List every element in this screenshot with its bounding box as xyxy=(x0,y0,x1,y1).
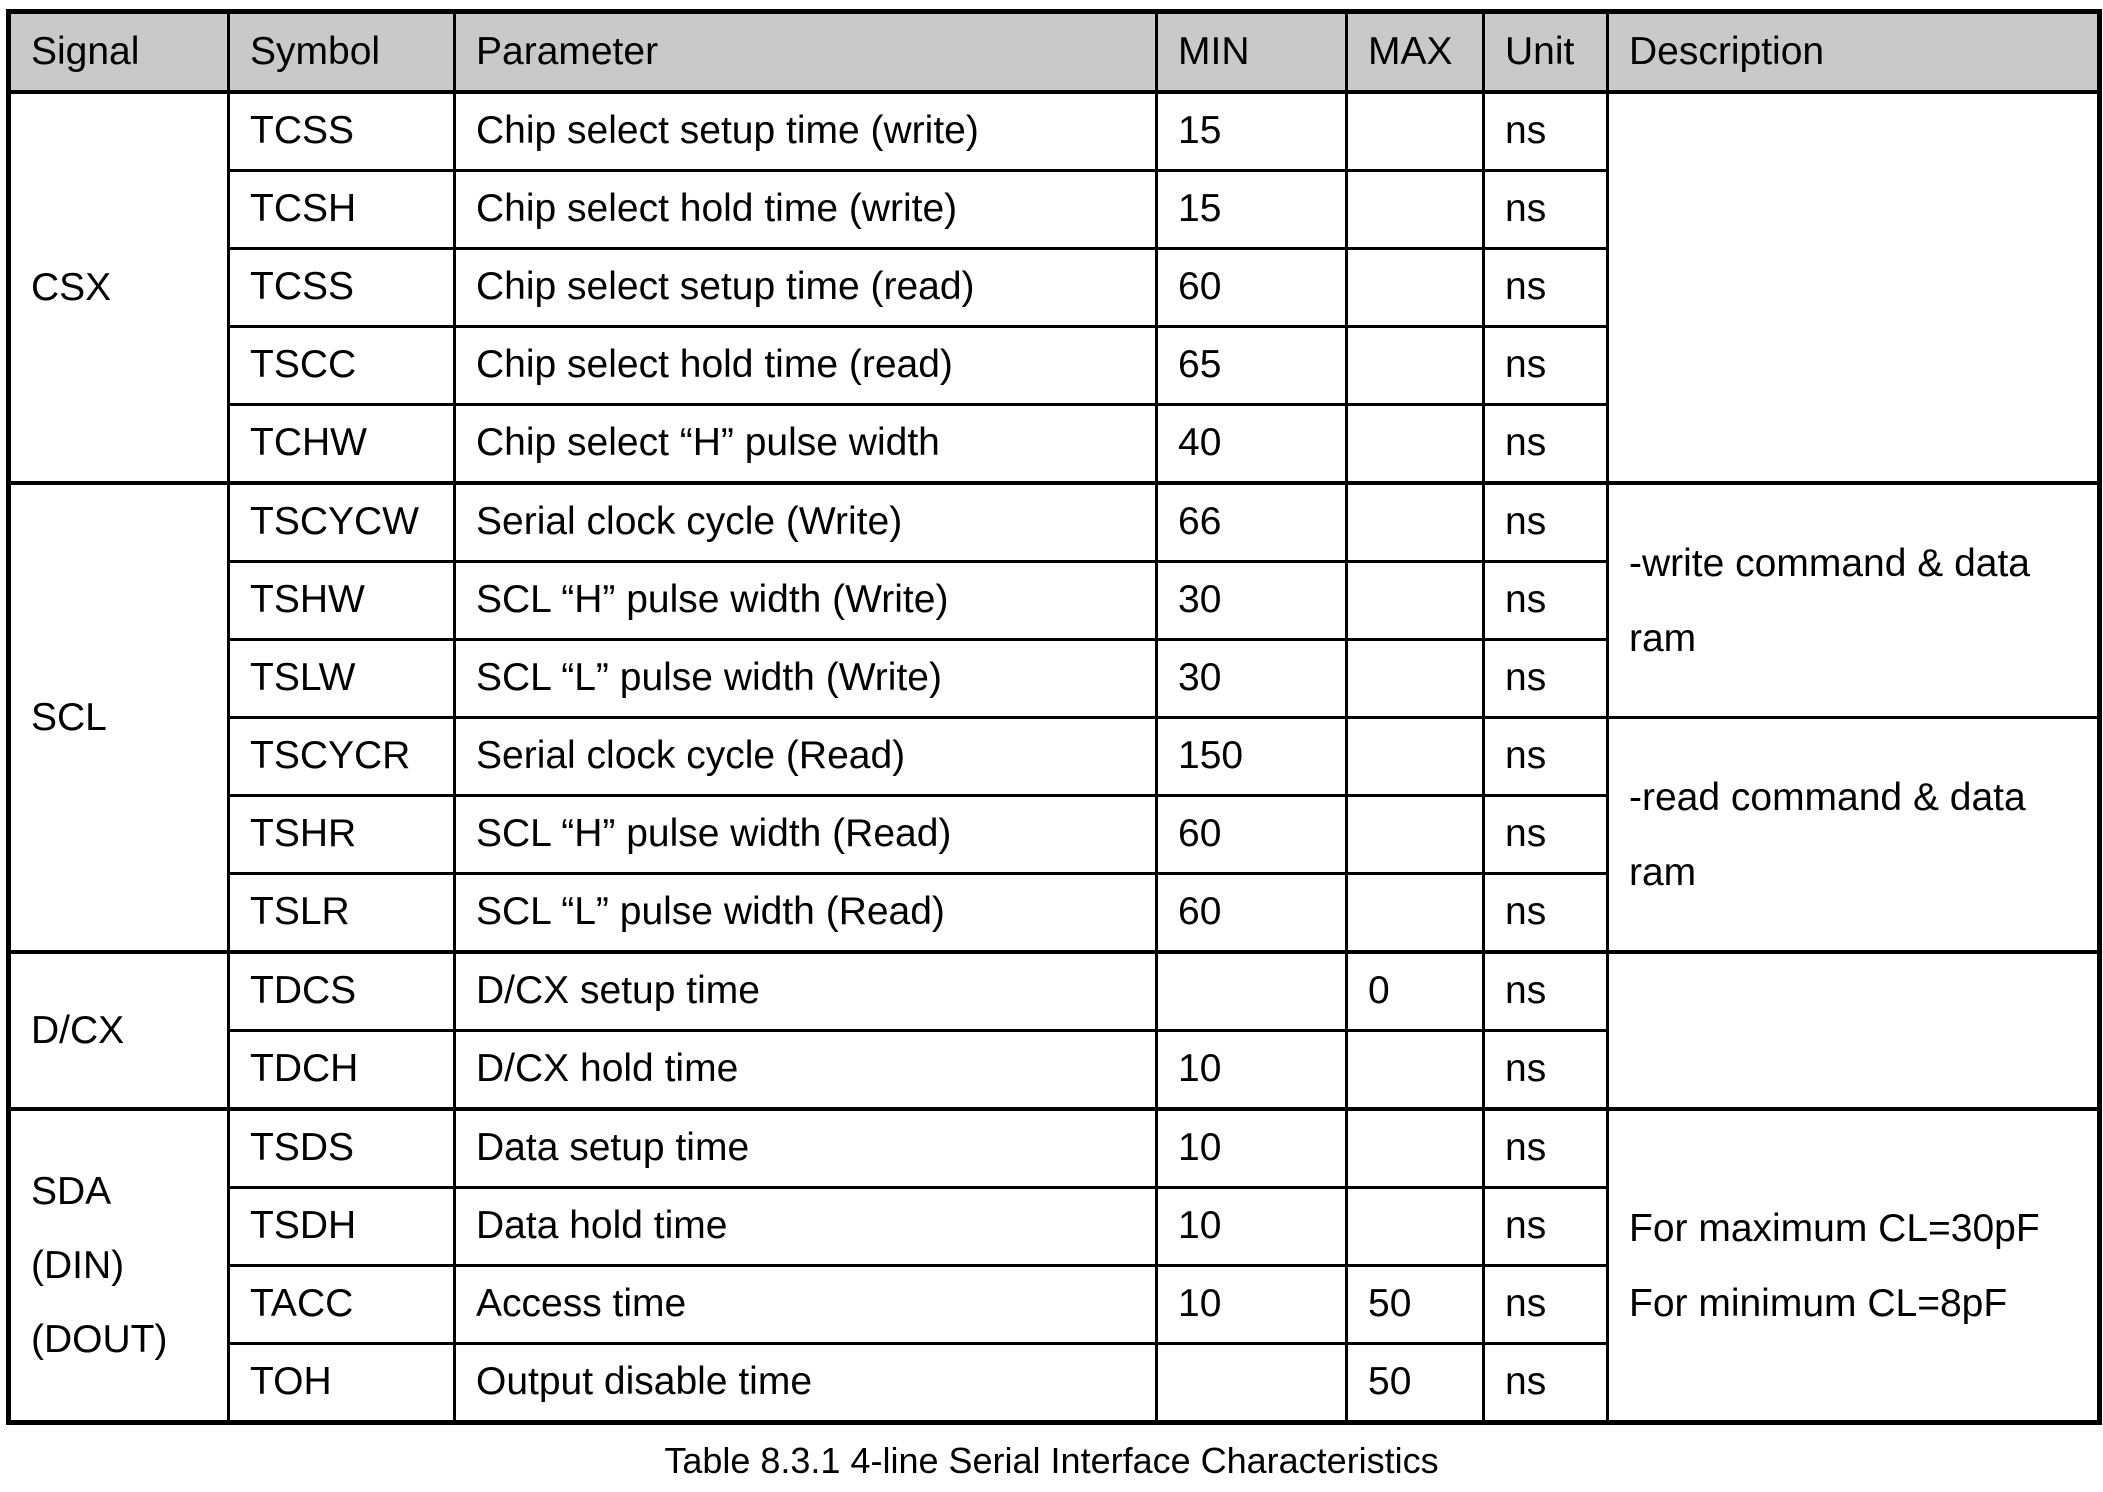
symbol-cell: TCSS xyxy=(229,249,455,327)
unit-cell: ns xyxy=(1484,1344,1608,1423)
unit-cell: ns xyxy=(1484,1188,1608,1266)
unit-cell: ns xyxy=(1484,952,1608,1031)
max-cell xyxy=(1347,874,1484,953)
header-parameter: Parameter xyxy=(455,12,1157,93)
symbol-cell: TSHW xyxy=(229,562,455,640)
symbol-cell: TSDH xyxy=(229,1188,455,1266)
table-row xyxy=(9,952,2100,1031)
max-cell xyxy=(1347,1188,1484,1266)
symbol-cell: TCSS xyxy=(229,92,455,171)
unit-cell: ns xyxy=(1484,796,1608,874)
parameter-cell: Chip select hold time (write) xyxy=(455,171,1157,249)
signal-label: D/CX xyxy=(31,1008,125,1052)
description-line: For maximum CL=30pF xyxy=(1629,1206,2040,1250)
description-cell xyxy=(1608,1109,2100,1423)
description-cell xyxy=(1608,483,2100,718)
min-cell: 60 xyxy=(1157,796,1347,874)
symbol-cell: TCSH xyxy=(229,171,455,249)
max-cell xyxy=(1347,92,1484,171)
header-signal: Signal xyxy=(9,12,229,93)
max-cell: 50 xyxy=(1347,1344,1484,1423)
min-cell: 10 xyxy=(1157,1109,1347,1188)
max-cell xyxy=(1347,327,1484,405)
unit-cell: ns xyxy=(1484,718,1608,796)
min-cell xyxy=(1157,952,1347,1031)
min-cell: 66 xyxy=(1157,483,1347,562)
table-header-row xyxy=(9,12,2100,93)
max-cell xyxy=(1347,171,1484,249)
max-cell xyxy=(1347,249,1484,327)
max-cell xyxy=(1347,405,1484,484)
serial-interface-characteristics-table xyxy=(6,9,2102,1425)
parameter-cell: Access time xyxy=(455,1266,1157,1344)
symbol-cell: TSLW xyxy=(229,640,455,718)
unit-cell: ns xyxy=(1484,171,1608,249)
header-max: MAX xyxy=(1347,12,1484,93)
description-line: ram xyxy=(1629,616,1697,660)
max-cell: 0 xyxy=(1347,952,1484,1031)
max-cell xyxy=(1347,640,1484,718)
symbol-cell: TOH xyxy=(229,1344,455,1423)
unit-cell: ns xyxy=(1484,92,1608,171)
max-cell xyxy=(1347,1031,1484,1110)
unit-cell: ns xyxy=(1484,327,1608,405)
header-symbol: Symbol xyxy=(229,12,455,93)
unit-cell: ns xyxy=(1484,562,1608,640)
parameter-cell: Output disable time xyxy=(455,1344,1157,1423)
symbol-cell: TSHR xyxy=(229,796,455,874)
min-cell: 10 xyxy=(1157,1188,1347,1266)
unit-cell: ns xyxy=(1484,483,1608,562)
signal-label: SDA xyxy=(31,1169,112,1213)
parameter-cell: SCL “L” pulse width (Read) xyxy=(455,874,1157,953)
description-cell xyxy=(1608,92,2100,483)
signal-cell xyxy=(9,483,229,952)
symbol-cell: TSCYCW xyxy=(229,483,455,562)
min-cell: 30 xyxy=(1157,640,1347,718)
symbol-cell: TACC xyxy=(229,1266,455,1344)
parameter-cell: Serial clock cycle (Read) xyxy=(455,718,1157,796)
min-cell: 150 xyxy=(1157,718,1347,796)
unit-cell: ns xyxy=(1484,1031,1608,1110)
parameter-cell: D/CX setup time xyxy=(455,952,1157,1031)
min-cell: 15 xyxy=(1157,92,1347,171)
unit-cell: ns xyxy=(1484,874,1608,953)
unit-cell: ns xyxy=(1484,640,1608,718)
min-cell xyxy=(1157,1344,1347,1423)
signal-cell xyxy=(9,1109,229,1423)
unit-cell: ns xyxy=(1484,1266,1608,1344)
symbol-cell: TSDS xyxy=(229,1109,455,1188)
description-line: For minimum CL=8pF xyxy=(1629,1281,2008,1325)
header-min: MIN xyxy=(1157,12,1347,93)
min-cell: 65 xyxy=(1157,327,1347,405)
symbol-cell: TCHW xyxy=(229,405,455,484)
parameter-cell: Chip select setup time (write) xyxy=(455,92,1157,171)
description-cell xyxy=(1608,718,2100,953)
max-cell xyxy=(1347,1109,1484,1188)
symbol-cell: TSCC xyxy=(229,327,455,405)
description-line: -read command & data xyxy=(1629,775,2026,819)
max-cell xyxy=(1347,718,1484,796)
signal-label: (DIN) xyxy=(31,1243,125,1287)
symbol-cell: TDCS xyxy=(229,952,455,1031)
max-cell: 50 xyxy=(1347,1266,1484,1344)
unit-cell: ns xyxy=(1484,1109,1608,1188)
signal-cell xyxy=(9,952,229,1109)
min-cell: 60 xyxy=(1157,874,1347,953)
symbol-cell: TDCH xyxy=(229,1031,455,1110)
parameter-cell: Chip select “H” pulse width xyxy=(455,405,1157,484)
table-row xyxy=(9,718,2100,796)
unit-cell: ns xyxy=(1484,405,1608,484)
description-cell xyxy=(1608,952,2100,1109)
parameter-cell: D/CX hold time xyxy=(455,1031,1157,1110)
parameter-cell: Chip select setup time (read) xyxy=(455,249,1157,327)
table-row xyxy=(9,92,2100,171)
description-line: -write command & data xyxy=(1629,541,2030,585)
min-cell: 60 xyxy=(1157,249,1347,327)
max-cell xyxy=(1347,562,1484,640)
table-caption: Table 8.3.1 4-line Serial Interface Characteristics xyxy=(664,1440,1439,1481)
parameter-cell: Data hold time xyxy=(455,1188,1157,1266)
table-row xyxy=(9,483,2100,562)
symbol-cell: TSCYCR xyxy=(229,718,455,796)
header-description: Description xyxy=(1608,12,2100,93)
min-cell: 15 xyxy=(1157,171,1347,249)
parameter-cell: SCL “H” pulse width (Write) xyxy=(455,562,1157,640)
parameter-cell: Chip select hold time (read) xyxy=(455,327,1157,405)
min-cell: 10 xyxy=(1157,1266,1347,1344)
min-cell: 40 xyxy=(1157,405,1347,484)
signal-label: (DOUT) xyxy=(31,1317,168,1361)
parameter-cell: SCL “H” pulse width (Read) xyxy=(455,796,1157,874)
unit-cell: ns xyxy=(1484,249,1608,327)
table-row xyxy=(9,1109,2100,1188)
signal-cell xyxy=(9,92,229,483)
signal-label: SCL xyxy=(31,695,107,739)
min-cell: 30 xyxy=(1157,562,1347,640)
min-cell: 10 xyxy=(1157,1031,1347,1110)
header-unit: Unit xyxy=(1484,12,1608,93)
description-line: ram xyxy=(1629,850,1697,894)
parameter-cell: Data setup time xyxy=(455,1109,1157,1188)
max-cell xyxy=(1347,796,1484,874)
symbol-cell: TSLR xyxy=(229,874,455,953)
parameter-cell: SCL “L” pulse width (Write) xyxy=(455,640,1157,718)
signal-label: CSX xyxy=(31,265,112,309)
max-cell xyxy=(1347,483,1484,562)
parameter-cell: Serial clock cycle (Write) xyxy=(455,483,1157,562)
